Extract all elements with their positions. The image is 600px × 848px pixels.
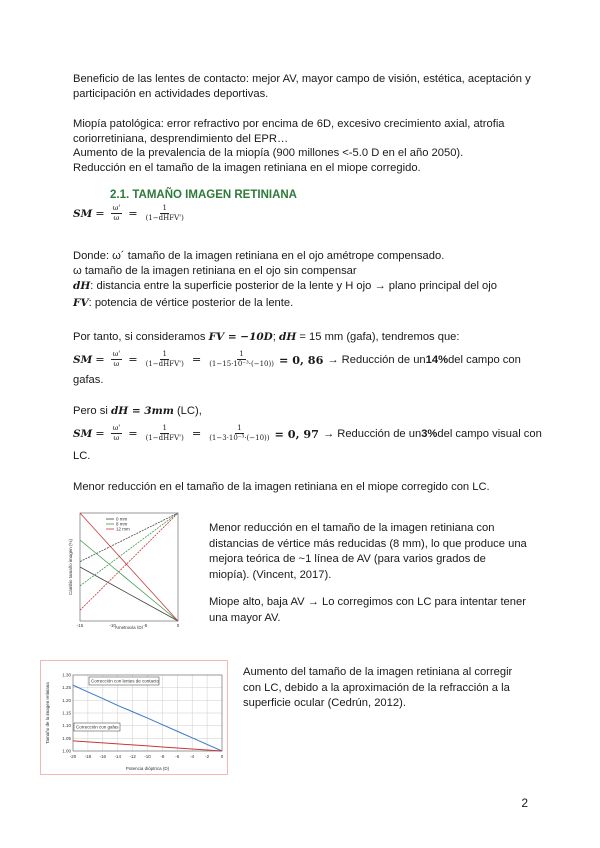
chart2-series-label-1: Corrección con gafas xyxy=(76,724,119,730)
chart2-xtick-9: -2 xyxy=(205,754,210,759)
example2-conclusion-end: LC. xyxy=(73,450,91,462)
chart2-ytick-5: 1.05 xyxy=(62,735,71,741)
chart2-xtick-7: -6 xyxy=(175,754,180,759)
chart2-ytick-0: 1.30 xyxy=(62,672,71,678)
sm-formula: SM = $\frac{\omega'}{\omega}$ = $\frac{1}{\text{(1−dHFV')}}$ xyxy=(73,204,184,222)
myopia-line-3: Reducción en el tamaño de la imagen retiniana en el miope corregido. xyxy=(73,162,421,174)
chart2-series-label-0: Corrección con lentes de contacto xyxy=(91,678,160,684)
chart1-legend-label-0: 0 mm xyxy=(116,516,128,522)
chart2-ytick-6: 1.00 xyxy=(62,748,71,754)
chart2-xtick-0: -20 xyxy=(69,754,77,759)
example2-formula: SM = $\frac{\omega'}{\omega}$ = $\frac{1}{\text{(1−dHFV')}}$ = $\frac{1}{\text{(1−3·10⁻³·(−10))}}$ = 0, 97 → Reducción de un 3% del campo visual con xyxy=(73,424,542,442)
chart1-xlabel: Ametropía (D) xyxy=(114,625,144,629)
example1-formula: SM = $\frac{\omega'}{\omega}$ = $\frac{1}{\text{(1−dHFV')}}$ = $\frac{1}{\text{(1−15·10⁻³·(−10))}}$ = 0, 86 → Reducción de un 14% del campo con xyxy=(73,350,521,368)
definition-omega-prime: Donde: ω´ tamaño de la imagen retiniana en el ojo amétrope compensado. xyxy=(73,250,445,262)
chart1-xtick-2: -5 xyxy=(143,623,148,628)
image-size-chart-1 xyxy=(66,505,194,629)
chart2-xtick-5: -10 xyxy=(144,754,151,759)
chart2-ytick-2: 1.20 xyxy=(62,697,71,703)
chart2-ylabel: Tamaño de la imagen retiniana xyxy=(45,682,50,744)
chart1-legend-label-1: 8 mm xyxy=(116,521,128,527)
figure1-caption: Menor reducción en el tamaño de la imagen retiniana con distancias de vértice más reducidas (8 mm), lo que produce una mejora teórica de ~1 línea de AV (para varios grados de miopía). (Vincent, 2017). xyxy=(209,522,527,581)
chart2-xtick-10: 0 xyxy=(220,754,224,759)
chart1-ylabel: Cambio tamaño imagen (%) xyxy=(68,538,73,596)
definition-fv: FV: potencia de vértice posterior de la lente. xyxy=(73,297,294,309)
benefit-paragraph: Beneficio de las lentes de contacto: mejor AV, mayor campo de visión, estética, aceptación y participación en actividades deportivas. xyxy=(73,73,531,100)
figure1-note: Miope alto, baja AV → Lo corregimos con LC para intentar tener una mayor AV. xyxy=(209,596,526,624)
page-number: 2 xyxy=(521,796,528,810)
summary-line: Menor reducción en el tamaño de la imagen retiniana en el miope corregido con LC. xyxy=(73,481,490,493)
section-heading: 2.1. TAMAÑO IMAGEN RETINIANA xyxy=(110,189,297,201)
chart1-xtick-1: -10 xyxy=(109,623,116,628)
definition-omega: ω tamaño de la imagen retiniana en el ojo sin compensar xyxy=(73,265,357,277)
chart2-ytick-1: 1.25 xyxy=(62,685,71,691)
myopia-line-1: Miopía patológica: error refractivo por encima de 6D, excesivo crecimiento axial, atrofia coriorretiniana, desprendimiento del EPR… xyxy=(73,118,505,145)
chart2-xtick-6: -8 xyxy=(160,754,165,759)
myopia-line-2: Aumento de la prevalencia de la miopía (900 millones <-5.0 D en el año 2050). xyxy=(73,147,464,159)
example1-intro: Por tanto, si consideramos FV = −10D; dH = 15 mm (gafa), tendremos que: xyxy=(73,331,460,343)
chart2-xtick-8: -4 xyxy=(190,754,195,759)
chart2-xtick-2: -16 xyxy=(99,754,107,759)
figure2-caption: Aumento del tamaño de la imagen retiniana al corregir con LC, debido a la aproximación de la refracción a la superficie ocular (Cedrún, 2012). xyxy=(243,666,513,709)
chart2-ytick-4: 1.10 xyxy=(62,723,71,729)
example2-intro: Pero si dH = 3mm (LC), xyxy=(73,405,202,417)
chart2-xtick-3: -14 xyxy=(114,754,121,759)
image-size-chart-2 xyxy=(40,660,228,775)
chart1-legend-label-2: 12 mm xyxy=(116,526,130,532)
example1-conclusion-end: gafas. xyxy=(73,374,104,386)
chart1-xtick-3: 0 xyxy=(176,623,180,628)
chart1-xtick-0: -15 xyxy=(76,623,84,628)
chart2-xlabel: Potencia dióptrica (D) xyxy=(125,766,170,771)
definition-dh: dH: distancia entre la superficie posterior de la lente y H ojo → plano principal del ojo xyxy=(73,280,497,292)
chart2-xtick-4: -12 xyxy=(129,754,136,759)
chart2-xtick-1: -18 xyxy=(84,754,92,759)
chart2-ytick-3: 1.15 xyxy=(62,710,71,716)
